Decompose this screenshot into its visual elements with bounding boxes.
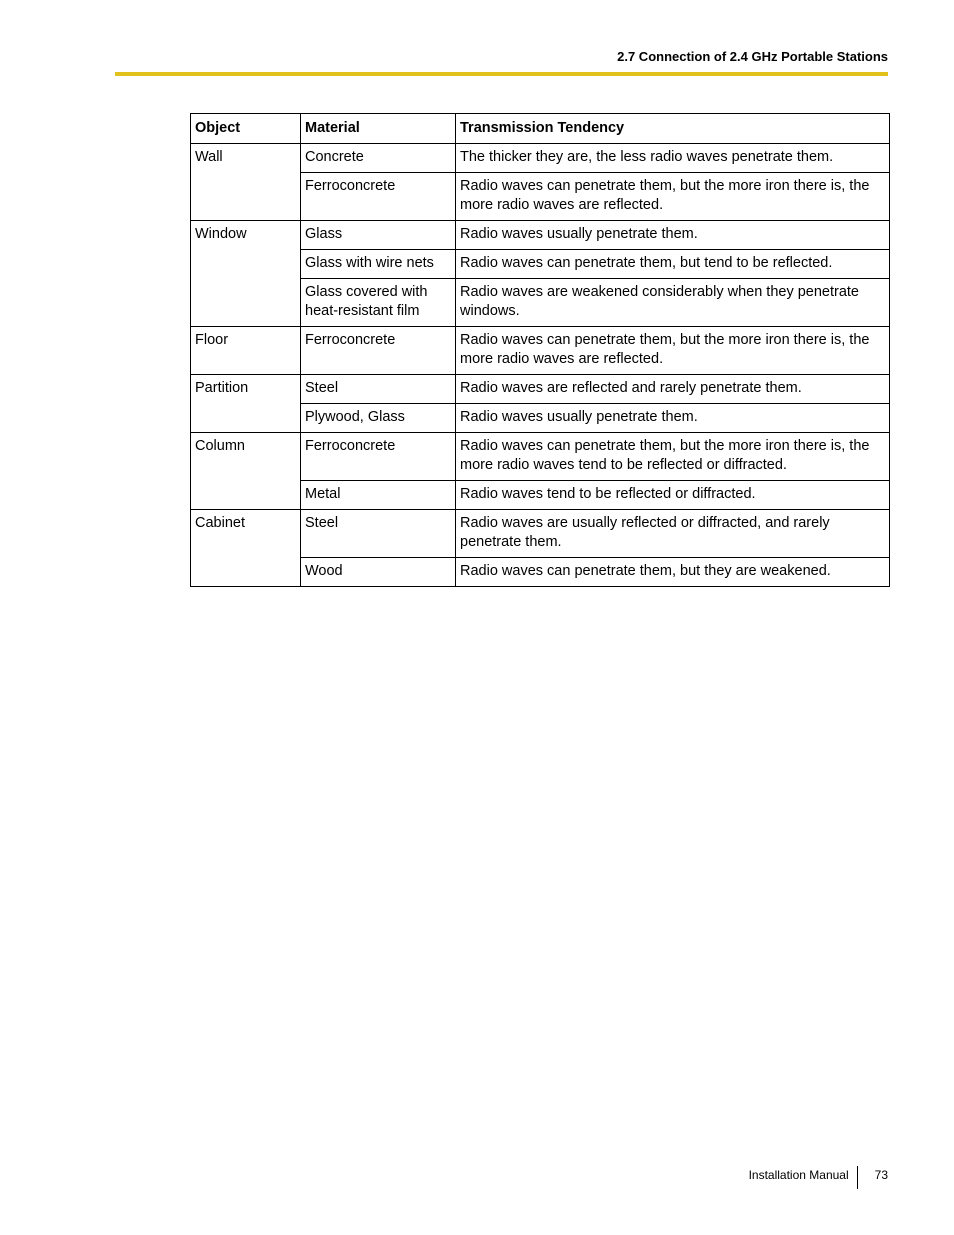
tendency-cell: Radio waves are reflected and rarely penetrate them. (456, 375, 890, 404)
object-cell: Cabinet (191, 510, 301, 587)
material-cell: Steel (301, 375, 456, 404)
material-cell: Glass (301, 221, 456, 250)
transmission-table-container (190, 113, 889, 587)
table-row (191, 510, 890, 558)
footer-manual-label: Installation Manual (748, 1168, 849, 1182)
material-cell: Ferroconcrete (301, 433, 456, 481)
material-cell: Ferroconcrete (301, 173, 456, 221)
material-cell: Steel (301, 510, 456, 558)
table-row (191, 375, 890, 404)
tendency-cell: Radio waves tend to be reflected or diffracted. (456, 481, 890, 510)
material-cell: Glass with wire nets (301, 250, 456, 279)
table-row (191, 433, 890, 481)
page-number: 73 (874, 1168, 888, 1182)
tendency-cell: The thicker they are, the less radio waves penetrate them. (456, 144, 890, 173)
tendency-cell: Radio waves usually penetrate them. (456, 404, 890, 433)
section-header-title: 2.7 Connection of 2.4 GHz Portable Stations (617, 49, 888, 64)
table-row (191, 221, 890, 250)
column-header-object: Object (191, 114, 301, 144)
tendency-cell: Radio waves can penetrate them, but tend to be reflected. (456, 250, 890, 279)
page-footer (749, 1166, 888, 1189)
header-rule (115, 72, 888, 76)
table-row (191, 327, 890, 375)
material-cell: Ferroconcrete (301, 327, 456, 375)
tendency-cell: Radio waves can penetrate them, but the more iron there is, the more radio waves are reflected. (456, 173, 890, 221)
object-cell: Partition (191, 375, 301, 433)
table-row (191, 144, 890, 173)
material-cell: Concrete (301, 144, 456, 173)
tendency-cell: Radio waves usually penetrate them. (456, 221, 890, 250)
material-cell: Glass covered with heat-resistant film (301, 279, 456, 327)
tendency-cell: Radio waves can penetrate them, but the more iron there is, the more radio waves are reflected. (456, 327, 890, 375)
tendency-cell: Radio waves are usually reflected or diffracted, and rarely penetrate them. (456, 510, 890, 558)
transmission-table (190, 113, 890, 587)
object-cell: Floor (191, 327, 301, 375)
tendency-cell: Radio waves can penetrate them, but they are weakened. (456, 558, 890, 587)
material-cell: Plywood, Glass (301, 404, 456, 433)
column-header-tendency: Transmission Tendency (456, 114, 890, 144)
object-cell: Wall (191, 144, 301, 221)
column-header-material: Material (301, 114, 456, 144)
material-cell: Wood (301, 558, 456, 587)
table-header-row (191, 114, 890, 144)
object-cell: Window (191, 221, 301, 327)
material-cell: Metal (301, 481, 456, 510)
tendency-cell: Radio waves can penetrate them, but the more iron there is, the more radio waves tend to be reflected or diffracted. (456, 433, 890, 481)
tendency-cell: Radio waves are weakened considerably when they penetrate windows. (456, 279, 890, 327)
object-cell: Column (191, 433, 301, 510)
